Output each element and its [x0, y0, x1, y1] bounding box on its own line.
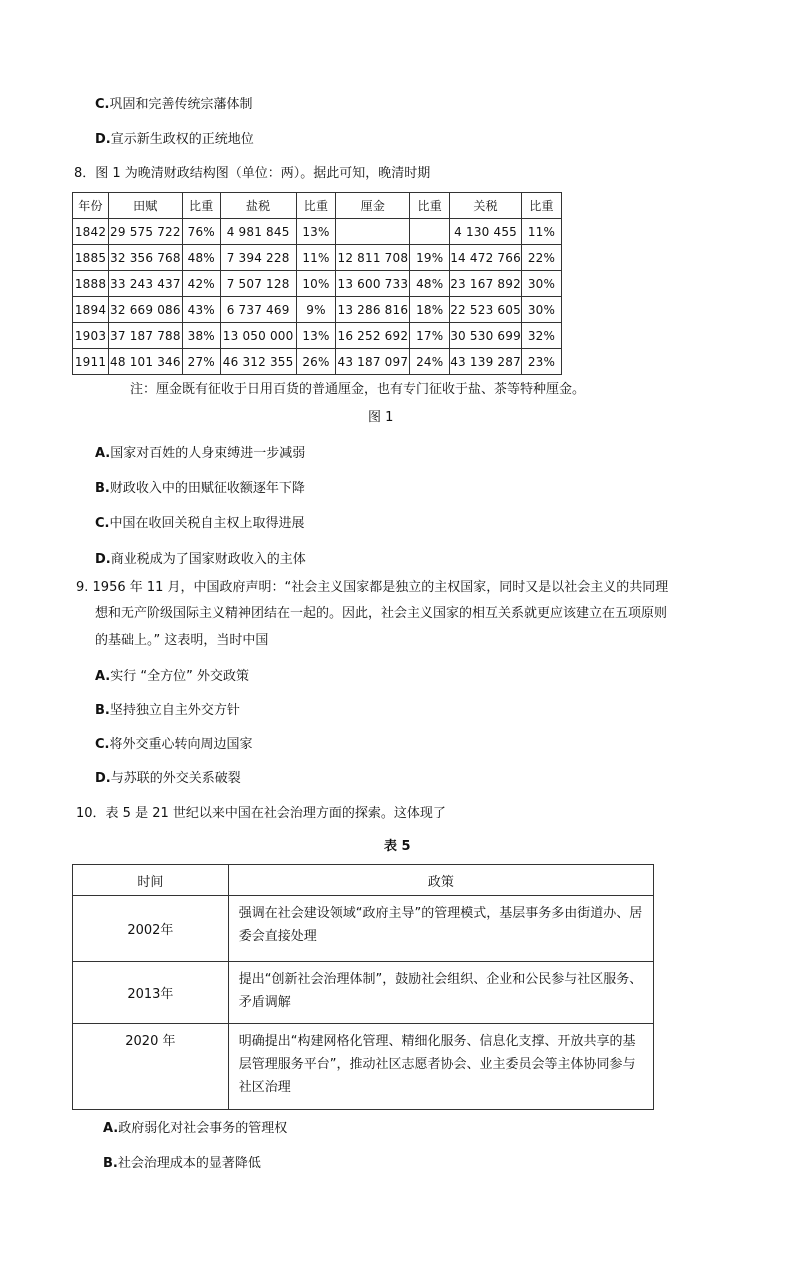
table-cell: 23 167 892: [450, 271, 522, 297]
option-b: B.坚持独立自主外交方针: [95, 703, 240, 718]
table-cell: 13 050 000: [220, 323, 296, 349]
table-row: [73, 323, 562, 349]
table-cell: 13 600 733: [336, 271, 410, 297]
table-cell: 43%: [182, 297, 220, 323]
table-cell: 12 811 708: [336, 245, 410, 271]
question-9-line-1: 9. 1956 年 11 月，中国政府声明：“社会主义国家都是独立的主权国家，同时又是以社会主义的共同理: [76, 580, 669, 595]
table-cell: 43 187 097: [336, 349, 410, 375]
fiscal-structure-table: [72, 192, 562, 375]
table-cell: 9%: [296, 297, 336, 323]
header-cell: 政策: [228, 865, 653, 896]
policy-cell: 明确提出“构建网格化管理、精细化服务、信息化支撑、开放共享的基层管理服务平台”，推动社区志愿者协会、业主委员会等主体协同参与社区治理: [228, 1024, 653, 1110]
table-cell: 14 472 766: [450, 245, 522, 271]
header-cell: 盐税: [220, 193, 296, 219]
table-cell: 10%: [296, 271, 336, 297]
table-cell: 1885: [73, 245, 109, 271]
option-b: B.社会治理成本的显著降低: [103, 1156, 261, 1171]
table-row: [73, 245, 562, 271]
table-cell: 6 737 469: [220, 297, 296, 323]
figure-caption: 图 1: [368, 410, 394, 425]
option-a: A.政府弱化对社会事务的管理权: [103, 1121, 288, 1136]
table-cell: 18%: [410, 297, 450, 323]
table-cell: 17%: [410, 323, 450, 349]
header-cell: 田赋: [108, 193, 182, 219]
table-cell: 16 252 692: [336, 323, 410, 349]
question-9-line-3: 的基础上。” 这表明，当时中国: [95, 633, 269, 648]
table-cell: 22 523 605: [450, 297, 522, 323]
table-cell: 27%: [182, 349, 220, 375]
table-cell: 48%: [182, 245, 220, 271]
table-cell: 26%: [296, 349, 336, 375]
header-cell: 关税: [450, 193, 522, 219]
policy-cell: 提出“创新社会治理体制”，鼓励社会组织、企业和公民参与社区服务、矛盾调解: [228, 962, 653, 1024]
table-cell: 30%: [521, 297, 561, 323]
table-cell: 4 981 845: [220, 219, 296, 245]
table-row: [73, 1024, 654, 1110]
table-row: [73, 219, 562, 245]
option-c: C.将外交重心转向周边国家: [95, 737, 253, 752]
table-cell: 32 356 768: [108, 245, 182, 271]
question-8-stem: 8．图 1 为晚清财政结构图（单位：两）。据此可知，晚清时期: [74, 166, 431, 181]
table-cell: 24%: [410, 349, 450, 375]
table-cell: 48 101 346: [108, 349, 182, 375]
option-c: C.中国在收回关税自主权上取得进展: [95, 516, 305, 531]
table-cell: 7 394 228: [220, 245, 296, 271]
table-cell: 1888: [73, 271, 109, 297]
table-row: [73, 349, 562, 375]
year-cell: 2013年: [73, 962, 229, 1024]
table-cell: 48%: [410, 271, 450, 297]
table-cell: 1842: [73, 219, 109, 245]
table-row: [73, 297, 562, 323]
header-cell: 厘金: [336, 193, 410, 219]
table-note: 注：厘金既有征收于日用百货的普通厘金，也有专门征收于盐、茶等特种厘金。: [130, 382, 586, 397]
option-b: B.财政收入中的田赋征收额逐年下降: [95, 481, 305, 496]
question-10-stem: 10．表 5 是 21 世纪以来中国在社会治理方面的探索。这体现了: [76, 806, 446, 821]
table-cell: 4 130 455: [450, 219, 522, 245]
table-cell: 19%: [410, 245, 450, 271]
table-cell: 13 286 816: [336, 297, 410, 323]
table-row: [73, 962, 654, 1024]
table-cell: 1894: [73, 297, 109, 323]
table-cell: 29 575 722: [108, 219, 182, 245]
table-cell: 7 507 128: [220, 271, 296, 297]
table-row: [73, 271, 562, 297]
table-cell: 42%: [182, 271, 220, 297]
governance-policy-table: [72, 864, 654, 1110]
policy-cell: 强调在社会建设领域“政府主导”的管理模式，基层事务多由街道办、居委会直接处理: [228, 896, 653, 962]
table-caption: 表 5: [384, 839, 411, 854]
year-cell: 2020 年: [73, 1024, 229, 1110]
question-9-line-2: 想和无产阶级国际主义精神团结在一起的。因此，社会主义国家的相互关系就更应该建立在五项原则: [95, 606, 668, 621]
table-cell: 33 243 437: [108, 271, 182, 297]
table-cell: 37 187 788: [108, 323, 182, 349]
table-cell: 13%: [296, 219, 336, 245]
table-cell: 30%: [521, 271, 561, 297]
year-cell: 2002年: [73, 896, 229, 962]
header-cell: 时间: [73, 865, 229, 896]
header-cell: 比重: [296, 193, 336, 219]
table-cell: 22%: [521, 245, 561, 271]
table-cell: 76%: [182, 219, 220, 245]
option-d: D.宣示新生政权的正统地位: [95, 132, 254, 147]
option-c: C.巩固和完善传统宗藩体制: [95, 97, 253, 112]
option-a: A.实行 “全方位” 外交政策: [95, 669, 249, 684]
table-cell: 43 139 287: [450, 349, 522, 375]
table-cell: 32%: [521, 323, 561, 349]
table-cell: 30 530 699: [450, 323, 522, 349]
table-cell: 1903: [73, 323, 109, 349]
table-header-row: [73, 193, 562, 219]
header-cell: 比重: [521, 193, 561, 219]
table-row: [73, 896, 654, 962]
table-cell: 23%: [521, 349, 561, 375]
option-d: D.与苏联的外交关系破裂: [95, 771, 241, 786]
table-header-row: [73, 865, 654, 896]
table-cell: 13%: [296, 323, 336, 349]
table-cell: 11%: [521, 219, 561, 245]
table-cell: 11%: [296, 245, 336, 271]
option-a: A.国家对百姓的人身束缚进一步减弱: [95, 446, 306, 461]
option-d: D.商业税成为了国家财政收入的主体: [95, 552, 306, 567]
table-cell: [410, 219, 450, 245]
table-cell: 46 312 355: [220, 349, 296, 375]
header-cell: 年份: [73, 193, 109, 219]
table-cell: 32 669 086: [108, 297, 182, 323]
header-cell: 比重: [410, 193, 450, 219]
table-cell: [336, 219, 410, 245]
header-cell: 比重: [182, 193, 220, 219]
table-cell: 38%: [182, 323, 220, 349]
table-cell: 1911: [73, 349, 109, 375]
